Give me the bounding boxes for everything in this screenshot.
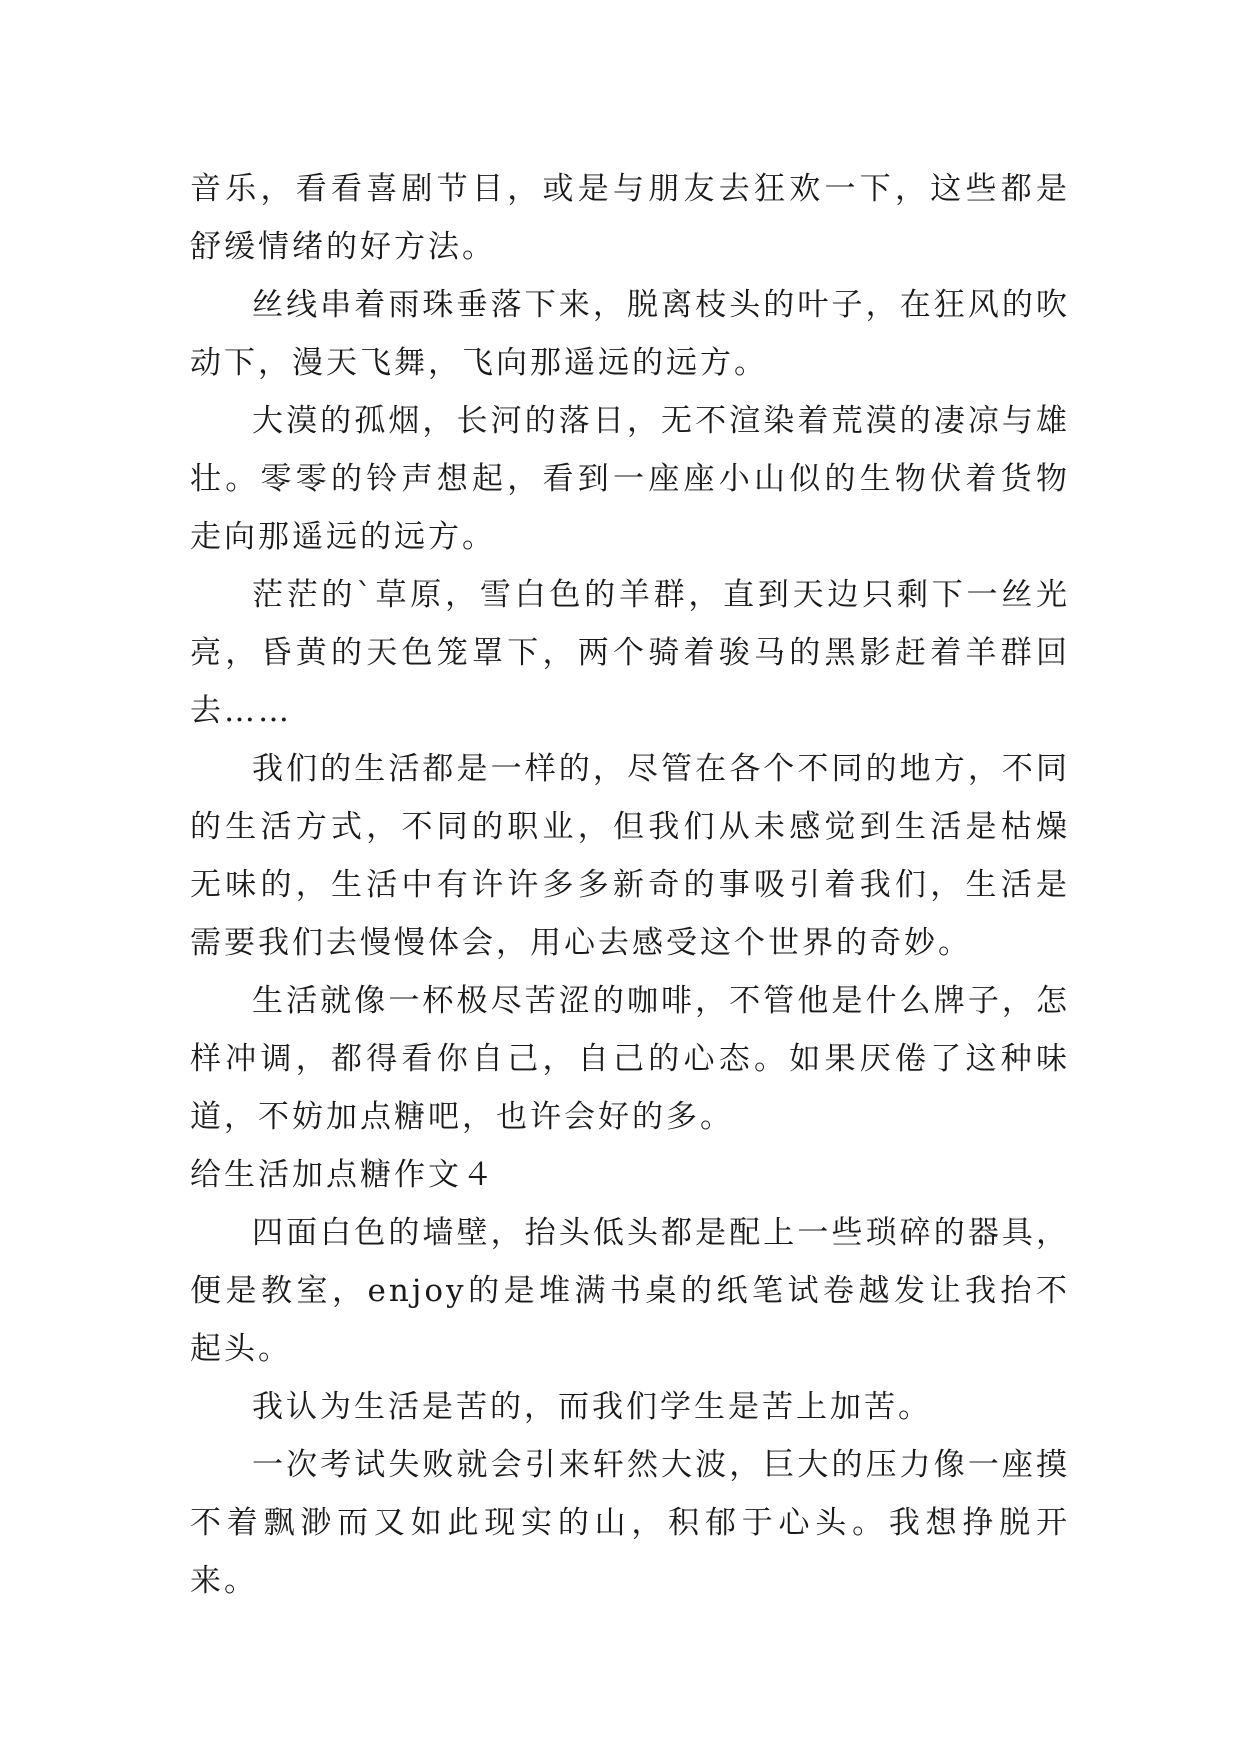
document-body	[190, 160, 1070, 1610]
paragraph: 生活就像一杯极尽苦涩的咖啡，不管他是什么牌子，怎样冲调，都得看你自己，自己的心态。如果厌倦了这种味道，不妨加点糖吧，也许会好的多。	[190, 983, 1070, 1135]
paragraph: 四面白色的墙壁，抬头低头都是配上一些琐碎的器具，便是教室，enjoy的是堆满书桌的纸笔试卷越发让我抬不起头。	[190, 1215, 1070, 1367]
paragraph: 丝线串着雨珠垂落下来，脱离枝头的叶子，在狂风的吹动下，漫天飞舞，飞向那遥远的远方。	[190, 287, 1070, 381]
paragraph: 大漠的孤烟，长河的落日，无不渲染着荒漠的凄凉与雄壮。零零的铃声想起，看到一座座小山似的生物伏着货物走向那遥远的远方。	[190, 403, 1070, 555]
paragraph: 茫茫的`草原，雪白色的羊群，直到天边只剩下一丝光亮，昏黄的天色笼罩下，两个骑着骏马的黑影赶着羊群回去……	[190, 577, 1070, 729]
section-heading: 给生活加点糖作文４	[190, 1157, 496, 1193]
paragraph: 我认为生活是苦的，而我们学生是苦上加苦。	[252, 1389, 932, 1425]
paragraph: 音乐，看看喜剧节目，或是与朋友去狂欢一下，这些都是舒缓情绪的好方法。	[190, 171, 1070, 265]
paragraph: 我们的生活都是一样的，尽管在各个不同的地方，不同的生活方式，不同的职业，但我们从未感觉到生活是枯燥无味的，生活中有许许多多新奇的事吸引着我们，生活是需要我们去慢慢体会，用心去感受这个世界的奇妙。	[190, 751, 1070, 961]
paragraph: 一次考试失败就会引来轩然大波，巨大的压力像一座摸不着飘渺而又如此现实的山，积郁于心头。我想挣脱开来。	[190, 1447, 1070, 1599]
